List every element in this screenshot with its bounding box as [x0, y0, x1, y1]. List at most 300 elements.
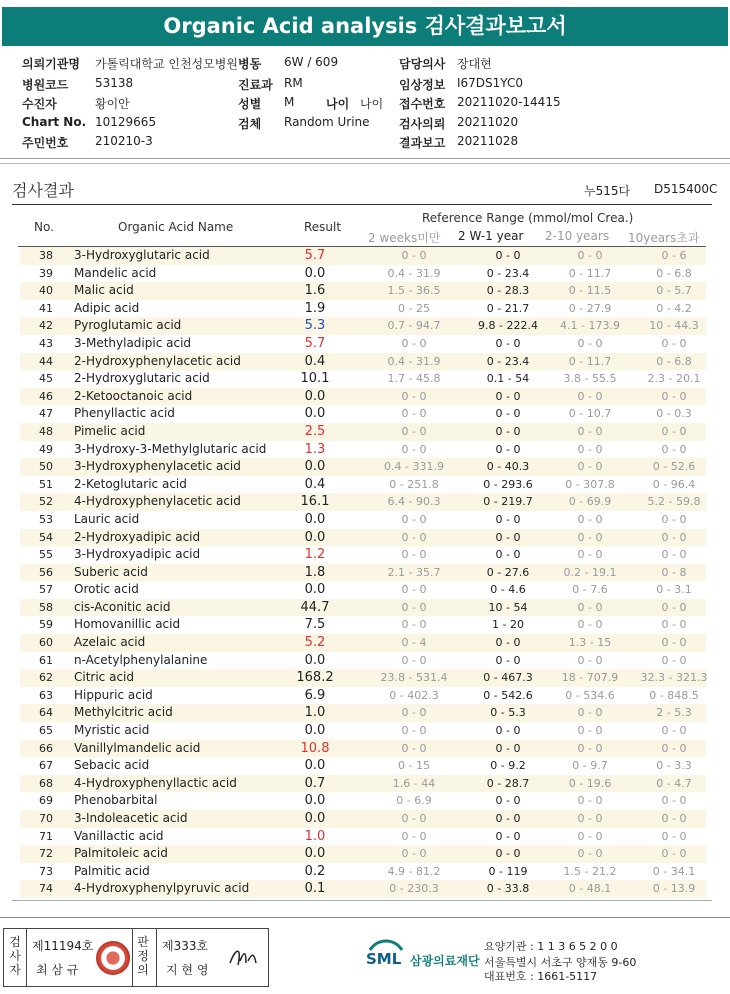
table-row	[20, 616, 706, 634]
row-ref-2weeks: 0 - 0	[401, 653, 427, 667]
table-row	[20, 564, 706, 582]
row-ref-2-10years: 0 - 307.8	[565, 477, 615, 491]
table-row	[20, 335, 706, 353]
row-ref-10years: 0 - 0	[661, 812, 687, 825]
row-result: 0.0	[304, 459, 326, 475]
row-ref-10years: 0 - 0	[661, 600, 687, 614]
row-ref-2w-1year: 0 - 0	[495, 636, 521, 650]
table-row	[20, 634, 706, 652]
examinee-value: 황이안	[95, 97, 130, 111]
table-row	[20, 441, 706, 459]
row-no: 66	[39, 741, 53, 755]
row-ref-2-10years: 0 - 0	[577, 600, 603, 614]
age-value: 나이	[360, 97, 384, 111]
row-ref-2weeks: 0 - 0	[401, 512, 427, 526]
row-result: 1.0	[304, 705, 326, 721]
row-result: 6.9	[304, 687, 326, 703]
row-result: 0.0	[304, 793, 326, 809]
row-ref-2weeks: 2.1 - 35.7	[387, 565, 441, 579]
row-ref-2w-1year: 0 - 28.7	[486, 776, 530, 790]
chart-value: 10129665	[95, 115, 157, 129]
row-ref-2-10years: 0 - 0	[577, 512, 603, 526]
row-ref-2-10years: 0.2 - 19.1	[563, 565, 617, 579]
row-ref-10years: 0 - 3.1	[656, 583, 692, 597]
row-no: 46	[39, 389, 53, 403]
row-ref-2w-1year: 0 - 0	[495, 424, 521, 438]
row-acid-name: Methylcitric acid	[74, 705, 173, 720]
row-result: 16.1	[300, 494, 330, 510]
row-result: 1.9	[304, 300, 326, 316]
row-no: 39	[39, 266, 53, 280]
row-ref-2w-1year: 0 - 293.6	[483, 477, 533, 491]
row-ref-2w-1year: 0 - 0	[495, 389, 521, 403]
row-no: 73	[39, 864, 53, 878]
subheader-10years: 10years초과	[628, 231, 700, 245]
row-ref-2w-1year: 0 - 9.2	[490, 759, 526, 773]
row-ref-10years: 0 - 0	[661, 636, 687, 650]
row-result: 10.1	[300, 371, 330, 387]
divider	[0, 163, 730, 164]
clinical-value: I67DS1YC0	[457, 76, 523, 90]
table-row	[20, 546, 706, 564]
row-ref-10years: 0 - 0	[661, 336, 687, 350]
report-code: D515400C	[654, 182, 718, 196]
table-row	[20, 792, 706, 810]
hospital-code-value: 53138	[95, 76, 134, 90]
row-ref-2-10years: 0 - 0	[577, 829, 603, 843]
row-no: 45	[39, 372, 53, 386]
row-ref-2-10years: 0 - 9.7	[572, 759, 608, 773]
row-ref-10years: 0 - 0	[661, 829, 687, 843]
table-bottom-line	[12, 900, 712, 901]
row-ref-2weeks: 0 - 25	[398, 301, 430, 315]
org-logo-text: SML	[366, 950, 402, 968]
table-row	[20, 511, 706, 529]
row-acid-name: 4-Hydroxyphenylpyruvic acid	[74, 881, 250, 896]
row-ref-2-10years: 0 - 0	[577, 653, 603, 667]
row-ref-2weeks: 0 - 0	[401, 724, 427, 738]
org-code: 요양기관 : 1 1 3 6 5 2 0 0	[484, 940, 618, 953]
row-no: 61	[39, 653, 53, 667]
row-acid-name: Adipic acid	[74, 300, 140, 315]
table-row	[20, 282, 706, 300]
doctor-value: 장대현	[457, 57, 492, 71]
row-ref-2-10years: 0 - 0	[577, 442, 603, 456]
row-result: 5.7	[304, 248, 326, 263]
row-acid-name: Pimelic acid	[74, 423, 146, 438]
report-title: Organic Acid analysis 검사결과보고서	[2, 7, 728, 46]
row-ref-2weeks: 0 - 0	[401, 812, 427, 825]
sex-label: 성별	[238, 97, 262, 111]
table-row	[20, 353, 706, 371]
row-ref-2w-1year: 0 - 27.6	[486, 565, 530, 579]
examiner-label: 검사자	[9, 935, 21, 977]
signature-box	[3, 928, 269, 987]
row-acid-name: 3-Methyladipic acid	[74, 335, 192, 350]
row-result: 0.0	[304, 529, 326, 545]
hospital-code-label: 병원코드	[22, 78, 69, 92]
row-ref-2-10years: 0 - 0	[577, 847, 603, 861]
row-result: 0.2	[304, 863, 326, 879]
row-acid-name: cis-Aconitic acid	[74, 599, 171, 614]
org-address: 서울특별시 서초구 양재동 9-60	[484, 956, 637, 969]
row-ref-2-10years: 4.1 - 173.9	[560, 319, 620, 333]
row-no: 51	[39, 477, 53, 491]
row-result: 0.0	[304, 582, 326, 598]
row-ref-2weeks: 4.9 - 81.2	[387, 864, 441, 878]
table-row	[20, 687, 706, 705]
clinical-label: 임상정보	[399, 78, 446, 92]
row-ref-2w-1year: 0 - 0	[495, 794, 521, 808]
row-no: 72	[39, 847, 53, 861]
row-acid-name: Phenobarbital	[74, 793, 158, 808]
row-ref-2w-1year: 0 - 5.3	[490, 706, 526, 720]
row-acid-name: Vanillylmandelic acid	[74, 740, 201, 755]
dept-value: RM	[284, 76, 303, 90]
row-ref-10years: 32.3 - 321.3	[640, 671, 708, 685]
table-row	[20, 247, 706, 265]
row-no: 67	[39, 759, 53, 773]
row-acid-name: Suberic acid	[74, 564, 148, 579]
row-ref-2weeks: 0 - 0	[401, 424, 427, 438]
footer-divider	[0, 917, 730, 918]
row-ref-2weeks: 0.4 - 31.9	[387, 354, 441, 368]
row-ref-2-10years: 0 - 0	[577, 389, 603, 403]
report-value: 20211028	[457, 134, 519, 148]
row-ref-10years: 0 - 5.7	[656, 284, 692, 298]
row-ref-10years: 0 - 6.8	[656, 354, 692, 368]
examinee-label: 수진자	[22, 97, 57, 111]
row-acid-name: 3-Hydroxy-3-Methylglutaric acid	[74, 441, 267, 456]
row-no: 57	[39, 583, 53, 597]
row-ref-2weeks: 0 - 230.3	[389, 882, 439, 896]
col-header-reference: Reference Range (mmol/mol Crea.)	[422, 211, 634, 225]
org-name: 삼광의료재단	[410, 954, 480, 968]
row-ref-2-10years: 0 - 11.7	[568, 266, 612, 280]
row-no: 58	[39, 600, 53, 614]
row-no: 52	[39, 495, 53, 509]
ward-value: 6W / 609	[284, 55, 339, 69]
row-ref-2w-1year: 0 - 0	[495, 530, 521, 544]
row-result: 0.4	[304, 353, 326, 369]
row-ref-2weeks: 0 - 0	[401, 442, 427, 456]
subheader-2-10years: 2-10 years	[545, 229, 610, 243]
row-ref-10years: 0 - 4.2	[656, 301, 692, 315]
row-ref-10years: 2.3 - 20.1	[647, 372, 701, 386]
row-ref-2weeks: 0.7 - 94.7	[387, 319, 441, 333]
row-acid-name: 4-Hydroxyphenylacetic acid	[74, 494, 241, 509]
row-result: 7.5	[304, 617, 326, 633]
row-no: 60	[39, 636, 53, 650]
row-ref-10years: 0 - 6	[661, 249, 687, 262]
request-value: 20211020	[457, 115, 519, 129]
row-ref-2w-1year: 0 - 0	[495, 407, 521, 421]
row-acid-name: 2-Hydroxyglutaric acid	[74, 371, 210, 386]
table-row	[20, 370, 706, 388]
row-result: 2.5	[304, 423, 326, 439]
row-result: 5.3	[304, 318, 326, 334]
org-logo	[366, 938, 406, 972]
row-ref-2weeks: 0 - 0	[401, 583, 427, 597]
row-ref-10years: 0 - 0	[661, 618, 687, 632]
row-ref-2weeks: 6.4 - 90.3	[387, 495, 441, 509]
row-ref-2w-1year: 0 - 0	[495, 847, 521, 861]
receipt-label: 접수번호	[399, 97, 446, 111]
row-ref-2-10years: 0 - 69.9	[568, 495, 612, 509]
report-code: 누515다	[584, 184, 631, 198]
confirmer-name: 지 현 영	[166, 963, 209, 977]
divider	[0, 158, 730, 159]
row-result: 0.0	[304, 652, 326, 668]
row-ref-2weeks: 0 - 4	[401, 636, 427, 650]
row-ref-2-10years: 0 - 0	[577, 741, 603, 755]
table-row	[20, 599, 706, 617]
row-ref-2weeks: 0.4 - 31.9	[387, 266, 441, 280]
row-ref-2-10years: 0 - 0	[577, 618, 603, 632]
row-ref-2w-1year: 0 - 4.6	[490, 583, 526, 597]
row-ref-2-10years: 0 - 0	[577, 460, 603, 474]
row-no: 69	[39, 794, 53, 808]
table-top-line	[12, 204, 712, 205]
row-ref-2w-1year: 0 - 21.7	[486, 301, 530, 315]
row-result: 5.2	[304, 635, 326, 651]
receipt-value: 20211020-14415	[457, 95, 561, 109]
row-ref-10years: 0 - 0	[661, 424, 687, 438]
row-ref-2-10years: 1.3 - 15	[568, 636, 612, 650]
row-ref-2-10years: 0 - 0	[577, 424, 603, 438]
row-result: 10.8	[300, 740, 330, 756]
request-label: 검사의뢰	[399, 117, 446, 131]
row-result: 0.7	[304, 775, 326, 791]
row-ref-2-10years: 0 - 534.6	[565, 688, 615, 702]
row-ref-2w-1year: 10 - 54	[488, 600, 528, 614]
row-ref-10years: 0 - 0	[661, 389, 687, 403]
row-ref-2-10years: 0 - 0	[577, 249, 603, 262]
examiner-name: 최 삼 규	[36, 963, 79, 977]
row-acid-name: Hippuric acid	[74, 687, 153, 702]
row-no: 53	[39, 512, 53, 526]
row-ref-2w-1year: 0 - 23.4	[486, 266, 530, 280]
row-result: 0.1	[304, 881, 326, 897]
confirmer-license: 제333호	[162, 939, 209, 953]
row-ref-2weeks: 0 - 0	[401, 618, 427, 632]
row-ref-2-10years: 0 - 10.7	[568, 407, 612, 421]
col-header-name: Organic Acid Name	[118, 220, 234, 234]
row-ref-2w-1year: 0 - 40.3	[486, 460, 530, 474]
subheader-2w-1year: 2 W-1 year	[458, 229, 524, 243]
row-ref-2weeks: 0 - 0	[401, 249, 427, 262]
row-ref-10years: 0 - 4.7	[656, 776, 692, 790]
row-ref-10years: 0 - 0	[661, 741, 687, 755]
row-ref-2-10years: 0 - 0	[577, 336, 603, 350]
row-ref-2w-1year: 0.1 - 54	[486, 372, 530, 386]
examiner-license: 제11194호	[32, 939, 94, 953]
ssn-label: 주민번호	[22, 136, 69, 150]
row-ref-2weeks: 0 - 0	[401, 741, 427, 755]
row-result: 0.0	[304, 406, 326, 422]
row-ref-10years: 10 - 44.3	[649, 319, 699, 333]
org-phone: 대표번호 : 1661-5117	[484, 970, 598, 983]
row-acid-name: 3-Indoleacetic acid	[74, 811, 188, 825]
table-row	[20, 652, 706, 670]
row-acid-name: Homovanillic acid	[74, 617, 181, 632]
row-no: 56	[39, 565, 53, 579]
row-ref-2weeks: 0 - 6.9	[396, 794, 432, 808]
row-ref-2-10years: 0 - 0	[577, 530, 603, 544]
table-row	[20, 458, 706, 476]
row-ref-2-10years: 0 - 27.9	[568, 301, 612, 315]
table-row	[20, 704, 706, 722]
row-ref-10years: 0 - 34.1	[652, 864, 696, 878]
row-acid-name: Palmitoleic acid	[74, 846, 168, 861]
row-ref-2weeks: 1.6 - 44	[392, 776, 436, 790]
table-row	[20, 775, 706, 793]
row-ref-2weeks: 0 - 0	[401, 829, 427, 843]
row-ref-2w-1year: 0 - 467.3	[483, 671, 533, 685]
row-acid-name: Vanillactic acid	[74, 828, 164, 843]
row-ref-10years: 0 - 6.8	[656, 266, 692, 280]
row-result: 168.2	[296, 670, 334, 686]
row-ref-10years: 0 - 0	[661, 847, 687, 861]
row-result: 5.7	[304, 335, 326, 351]
row-result: 0.0	[304, 388, 326, 404]
dept-label: 진료과	[238, 78, 273, 92]
row-acid-name: 4-Hydroxyphenyllactic acid	[74, 775, 237, 790]
row-no: 42	[39, 319, 53, 333]
row-acid-name: Myristic acid	[74, 723, 150, 738]
row-no: 50	[39, 460, 53, 474]
table-row	[20, 740, 706, 758]
row-ref-2weeks: 0 - 0	[401, 407, 427, 421]
row-acid-name: Sebacic acid	[74, 758, 150, 773]
table-row	[20, 828, 706, 846]
ward-label: 병동	[238, 57, 262, 71]
row-ref-2-10years: 0 - 7.6	[572, 583, 608, 597]
row-ref-10years: 0 - 0	[661, 724, 687, 738]
row-ref-2weeks: 0 - 15	[398, 759, 430, 773]
row-ref-2w-1year: 0 - 0	[495, 249, 521, 262]
row-result: 44.7	[300, 599, 330, 615]
row-ref-10years: 0 - 96.4	[652, 477, 696, 491]
row-no: 59	[39, 618, 53, 632]
section-title: 검사결과	[12, 181, 74, 200]
row-ref-10years: 0 - 3.3	[656, 759, 692, 773]
table-row	[20, 317, 706, 335]
row-result: 0.0	[304, 811, 326, 826]
row-ref-2w-1year: 0 - 0	[495, 653, 521, 667]
row-ref-2-10years: 0 - 0	[577, 794, 603, 808]
row-no: 38	[39, 249, 53, 262]
row-no: 63	[39, 688, 53, 702]
row-ref-2w-1year: 0 - 33.8	[486, 882, 530, 896]
row-result: 1.3	[304, 441, 326, 457]
table-row	[20, 529, 706, 547]
row-acid-name: Mandelic acid	[74, 265, 157, 280]
row-ref-2weeks: 0 - 251.8	[389, 477, 439, 491]
row-ref-2w-1year: 1 - 20	[492, 618, 524, 632]
table-row	[20, 845, 706, 863]
row-result: 0.0	[304, 265, 326, 281]
row-ref-2-10years: 1.5 - 21.2	[563, 864, 617, 878]
col-header-no: No.	[34, 220, 54, 234]
row-ref-2w-1year: 9.8 - 222.4	[478, 319, 538, 333]
row-ref-2w-1year: 0 - 0	[495, 724, 521, 738]
row-acid-name: n-Acetylphenylalanine	[74, 652, 208, 667]
row-ref-2-10years: 0 - 0	[577, 724, 603, 738]
row-ref-2w-1year: 0 - 28.3	[486, 284, 530, 298]
row-ref-2weeks: 0 - 402.3	[389, 688, 439, 702]
row-no: 47	[39, 407, 53, 421]
row-ref-2-10years: 18 - 707.9	[561, 671, 619, 685]
row-acid-name: Lauric acid	[74, 511, 140, 526]
row-ref-2-10years: 0 - 48.1	[568, 882, 612, 896]
row-acid-name: 2-Ketooctanoic acid	[74, 388, 193, 403]
table-row	[20, 476, 706, 494]
row-ref-10years: 0 - 52.6	[652, 460, 696, 474]
row-no: 41	[39, 301, 53, 315]
row-ref-10years: 0 - 0.3	[656, 407, 692, 421]
row-acid-name: Malic acid	[74, 283, 134, 298]
row-no: 74	[39, 882, 53, 896]
col-header-result: Result	[304, 220, 342, 234]
specimen-label: 검체	[238, 117, 262, 131]
row-acid-name: 2-Hydroxyadipic acid	[74, 529, 201, 544]
row-ref-2weeks: 0 - 0	[401, 600, 427, 614]
row-no: 49	[39, 442, 53, 456]
table-row	[20, 581, 706, 599]
row-ref-2weeks: 1.5 - 36.5	[387, 284, 441, 298]
row-acid-name: 2-Hydroxyphenylacetic acid	[74, 353, 241, 368]
row-ref-2weeks: 0 - 0	[401, 847, 427, 861]
row-ref-2w-1year: 0 - 219.7	[483, 495, 533, 509]
row-no: 54	[39, 530, 53, 544]
row-ref-2w-1year: 0 - 0	[495, 829, 521, 843]
confirmer-label: 판정의	[137, 935, 149, 977]
row-result: 1.8	[304, 564, 326, 580]
row-ref-10years: 0 - 0	[661, 794, 687, 808]
specimen-value: Random Urine	[284, 115, 370, 129]
row-acid-name: Pyroglutamic acid	[74, 318, 182, 333]
row-no: 43	[39, 336, 53, 350]
row-ref-10years: 2 - 5.3	[656, 706, 692, 720]
row-ref-10years: 0 - 0	[661, 653, 687, 667]
chart-label: Chart No.	[22, 115, 87, 129]
row-result: 0.0	[304, 758, 326, 774]
row-result: 1.0	[304, 828, 326, 844]
doctor-label: 담당의사	[399, 57, 446, 71]
row-ref-2w-1year: 0 - 119	[488, 864, 528, 878]
row-ref-2w-1year: 0 - 0	[495, 548, 521, 562]
row-ref-2weeks: 0 - 0	[401, 389, 427, 403]
row-ref-2w-1year: 0 - 0	[495, 512, 521, 526]
table-row	[20, 757, 706, 775]
signature-icon	[226, 943, 262, 971]
row-ref-2w-1year: 0 - 23.4	[486, 354, 530, 368]
row-no: 64	[39, 706, 53, 720]
row-ref-2-10years: 0 - 0	[577, 812, 603, 825]
table-row	[20, 810, 706, 828]
row-ref-10years: 0 - 0	[661, 512, 687, 526]
row-result: 0.0	[304, 723, 326, 739]
row-result: 1.2	[304, 547, 326, 563]
row-acid-name: Phenyllactic acid	[74, 406, 175, 421]
row-ref-10years: 0 - 0	[661, 548, 687, 562]
row-no: 62	[39, 671, 53, 685]
age-label: 나이	[326, 97, 350, 111]
row-ref-10years: 0 - 8	[661, 565, 687, 579]
row-ref-2weeks: 0 - 0	[401, 548, 427, 562]
table-row	[20, 863, 706, 881]
